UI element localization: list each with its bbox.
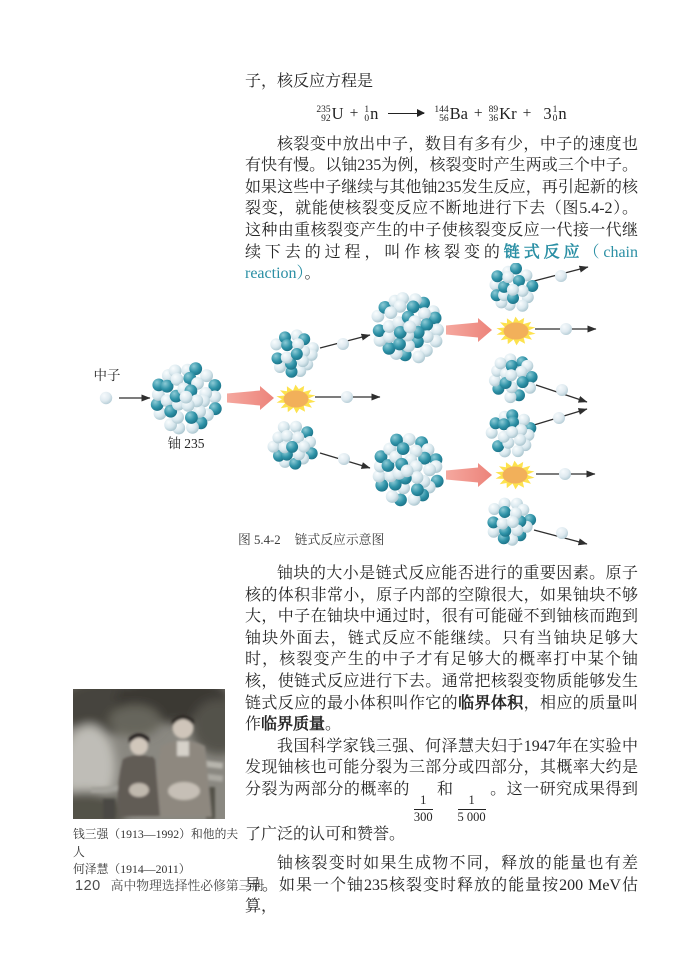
fission-fragment-nucleus [270, 329, 319, 377]
equation-op: + [349, 104, 359, 122]
para2-end: 。 [325, 716, 342, 734]
para1-end: 。 [304, 265, 321, 283]
photo-caption [73, 826, 243, 879]
chain-reaction-diagram [0, 263, 680, 555]
reaction-arrow-icon [388, 113, 424, 114]
equation-op: + [522, 104, 532, 122]
page-number: 120 [75, 878, 101, 894]
scientists-photo [73, 689, 225, 819]
nuclide-U: 235 92 U [316, 103, 344, 124]
fraction-denominator: 300 [413, 809, 433, 824]
paragraph-scientists [245, 736, 638, 846]
photo-caption-line2: 何泽慧（1914—2011） [73, 862, 191, 876]
photo-caption-line1: 钱三强（1913—1992）和他的夫人 [73, 827, 239, 859]
neutron-ball [338, 453, 350, 465]
intro-line: 子，核反应方程是 [245, 73, 374, 90]
fraction-1-5000 [458, 794, 486, 825]
neutron-ball [559, 468, 571, 480]
fission-explosion [496, 317, 535, 346]
page-footer [75, 875, 264, 894]
nuclide-Kr: 89 36 Kr [488, 103, 517, 124]
fraction-1-300 [414, 794, 433, 825]
figure-chain-reaction [0, 263, 680, 555]
term-critical-mass: 临界质量 [261, 716, 326, 734]
uranium-235-nucleus [373, 433, 444, 506]
fission-fragment-nucleus [268, 421, 318, 470]
nuclide-n: 1 0 n [552, 103, 567, 124]
term-critical-volume: 临界体积 [458, 694, 524, 712]
main-text-mid [245, 563, 638, 918]
para3-text: 我国科学家钱三强、何泽慧夫妇于1947年在实验中发现铀核也可能分裂为三部分或四部分，其概率大约是分裂为两部分的概率的 [245, 737, 638, 798]
neutron-ball [556, 527, 568, 539]
neutron-ball [553, 412, 565, 424]
figure-caption-number: 图 5.4-2 [238, 533, 281, 547]
neutron-ball [341, 391, 353, 403]
fraction-numerator: 1 [468, 792, 475, 807]
neutron-ball [560, 323, 572, 335]
fission-equation [245, 104, 638, 124]
paragraph-critical-mass [245, 563, 638, 736]
impact-arrow-icon [446, 318, 492, 342]
fraction-numerator: 1 [420, 792, 427, 807]
book-title: 高中物理选择性必修第三册 [110, 879, 265, 893]
fission-explosion [276, 385, 315, 414]
para2-mid: ，相应的质量叫作 [245, 694, 638, 734]
neutron-ball [556, 384, 568, 396]
term-chain-reaction-en: （chain reaction） [245, 243, 638, 283]
para3-end: 。这一研究成果得到了广泛的认可和赞誉。 [245, 780, 638, 844]
para2-text: 铀块的大小是链式反应能否进行的重要因素。原子核的体积非常小，原子内部的空隙很大，如果铀块不够大，中子在铀块中通过时，很有可能碰不到铀核而跑到铀块外面去，链式反应不能继续。只有当铀块足够大时，核裂变产生的中子才有足够大的概率打中某个铀核，使链式反应进行下去。通常把核裂变物质能够发生链式反应的最小体积叫作它的 [245, 565, 638, 712]
equation-op: + [473, 104, 483, 122]
term-chain-reaction: 链式反应 [503, 243, 584, 261]
figure-caption-text: 链式反应示意图 [294, 533, 385, 547]
neutron-ball [337, 338, 349, 350]
uranium-235-nucleus [151, 362, 222, 434]
nuclide-n: 1 0 n [364, 103, 379, 124]
neutron-label: 中子 [93, 368, 121, 383]
nuclide-Ba: 144 56 Ba [434, 103, 468, 124]
para1-text: 核裂变中放出中子，数目有多有少，中子的速度也有快有慢。以铀235为例，核裂变时产生两或三个中子。如果这些中子继续与其他铀235发生反应，再引起新的核裂变，就能使核裂变反应不断地进行下去（图5.4-2）。这种由重核裂变产生的中子使核裂变反应一代接一代继续下去的过程，叫作核裂变的 [245, 135, 638, 261]
uranium-235-label: 铀 235 [167, 436, 205, 451]
photo-tone [73, 689, 225, 819]
main-text-top [245, 71, 638, 285]
neutron-ball [555, 270, 567, 282]
fission-fragment-nucleus [486, 409, 537, 457]
impact-arrow-icon [446, 463, 492, 487]
photo-block [73, 689, 243, 879]
neutron-ball [100, 392, 112, 404]
para3-mid: 和 [436, 780, 454, 798]
equation-coeff: 3 [543, 103, 552, 123]
fission-fragment-nucleus [487, 498, 536, 546]
paragraph-energy: 铀核裂变时如果生成物不同，释放的能量也有差异。如果一个铀235核裂变时释放的能量按200 MeV估算， [245, 855, 638, 916]
fission-fragment-nucleus [490, 263, 539, 312]
fission-fragment-nucleus [489, 353, 538, 403]
figure-caption [238, 529, 384, 548]
fraction-denominator: 5 000 [457, 809, 486, 824]
impact-arrow-icon [227, 386, 274, 410]
fission-explosion [495, 461, 534, 490]
uranium-235-nucleus [372, 292, 444, 363]
